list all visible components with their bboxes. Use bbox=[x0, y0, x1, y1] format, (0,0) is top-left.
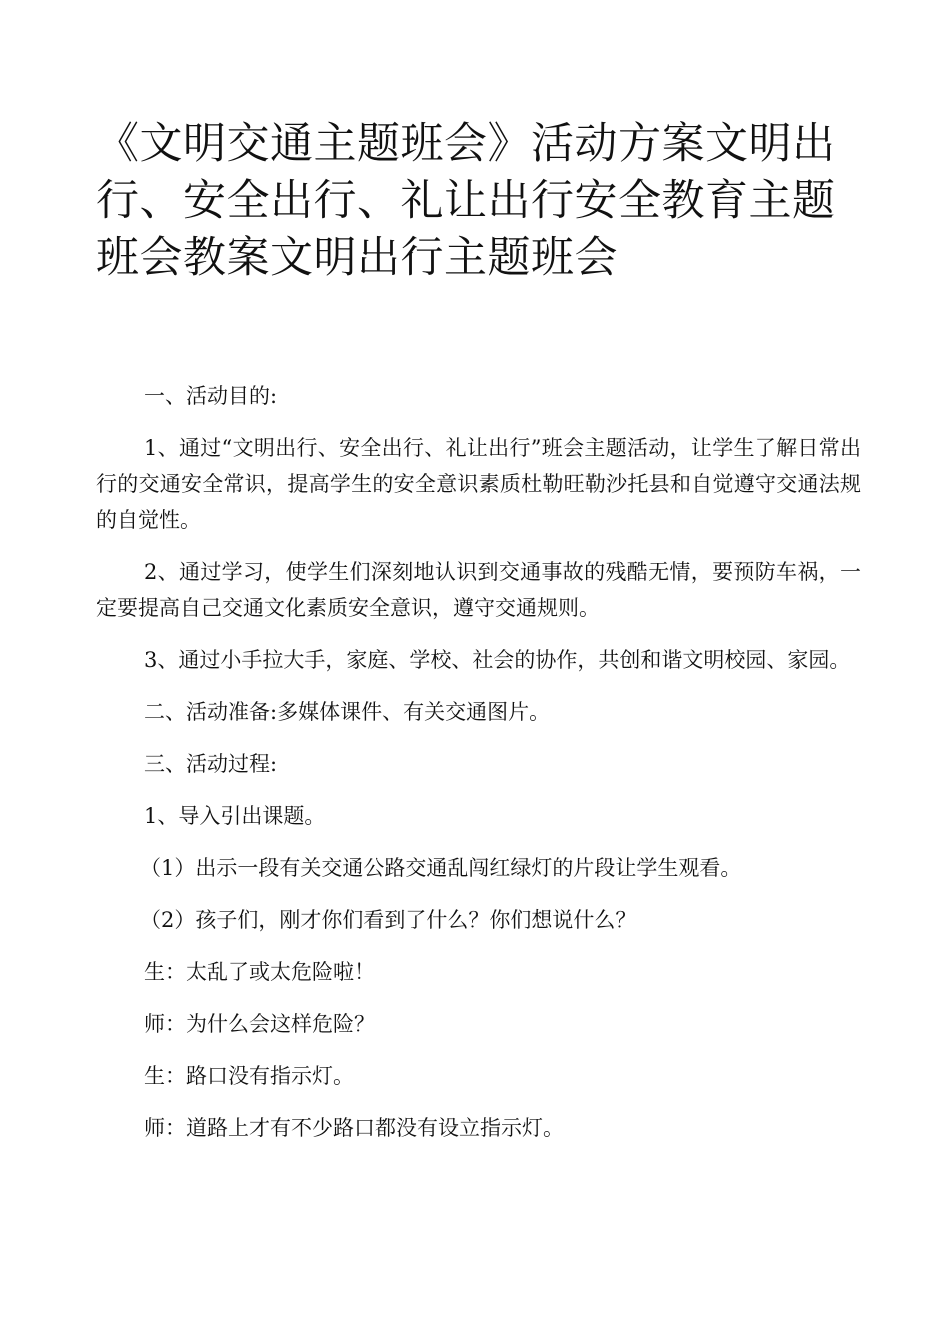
dialogue-teacher-2: 师：道路上才有不少路口都没有设立指示灯。 bbox=[144, 1116, 564, 1140]
paragraph-process-1: 1、导入引出课题。 bbox=[144, 804, 326, 828]
section-heading-purpose: 一、活动目的: bbox=[144, 384, 278, 408]
paragraph-process-1-2: （2）孩子们，刚才你们看到了什么？你们想说什么？ bbox=[140, 908, 637, 932]
section-heading-process: 三、活动过程: bbox=[144, 752, 278, 776]
dialogue-student-2: 生：路口没有指示灯。 bbox=[144, 1064, 354, 1088]
document-title: 《文明交通主题班会》活动方案文明出行、安全出行、礼让出行安全教育主题班会教案文明出行主题班会 bbox=[96, 119, 836, 283]
paragraph-process-1-1: （1）出示一段有关交通公路交通乱闯红绿灯的片段让学生观看。 bbox=[140, 856, 742, 880]
paragraph-purpose-3: 3、通过小手拉大手，家庭、学校、社会的协作，共创和谐文明校园、家园。 bbox=[144, 648, 851, 672]
document-body bbox=[96, 378, 861, 1162]
dialogue-teacher-1: 师：为什么会这样危险？ bbox=[144, 1012, 375, 1036]
paragraph-purpose-2: 2、通过学习，使学生们深刻地认识到交通事故的残酷无情，要预防车祸，一定要提高自己交通文化素质安全意识，遵守交通规则。 bbox=[96, 560, 861, 620]
dialogue-student-1: 生：太乱了或太危险啦！ bbox=[144, 960, 375, 984]
paragraph-purpose-1: 1、通过“文明出行、安全出行、礼让出行”班会主题活动，让学生了解日常出行的交通安全常识，提高学生的安全意识素质杜勒旺勒沙托县和自觉遵守交通法规的自觉性。 bbox=[96, 436, 861, 532]
section-heading-preparation: 二、活动准备:多媒体课件、有关交通图片。 bbox=[144, 700, 551, 724]
